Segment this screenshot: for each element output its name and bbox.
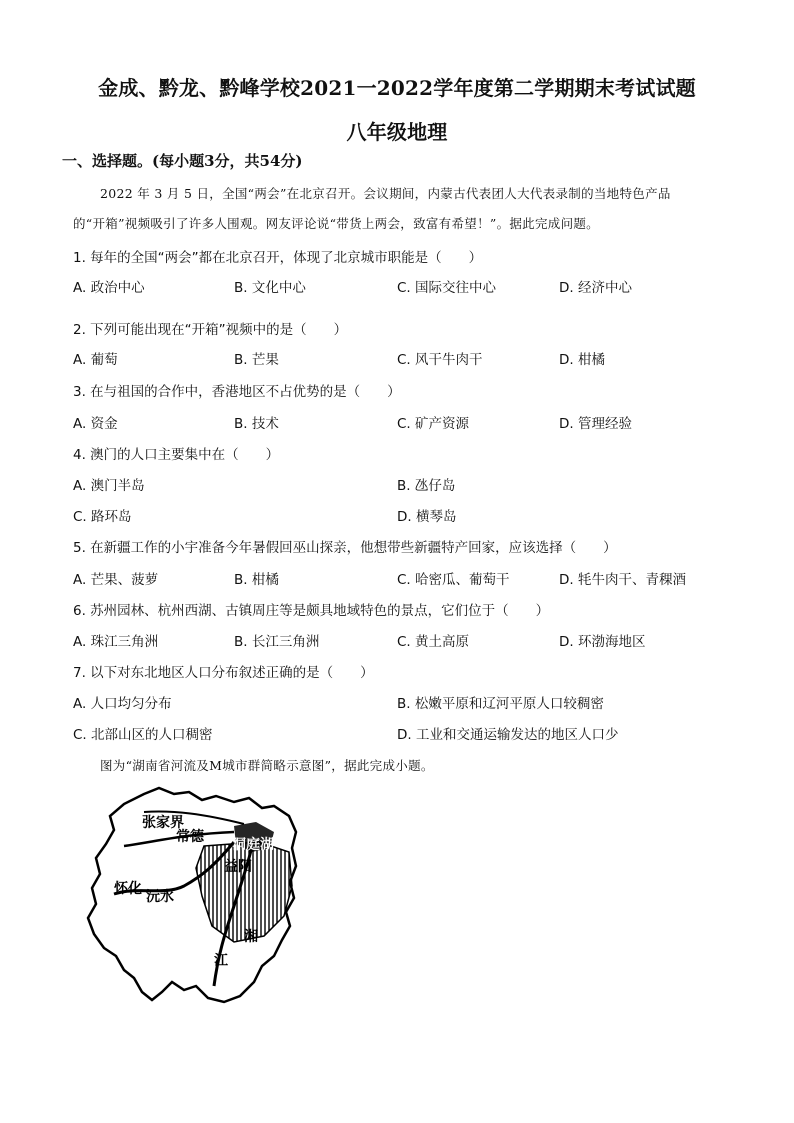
material-paragraph-line2: 的“开箱”视频吸引了许多人围观。网友评论说“带货上两会，致富有希望！”。据此完成问题。	[73, 216, 599, 231]
question-7-option-d: D. 工业和交通运输发达的地区人口少	[397, 727, 619, 743]
question-7-option-a: A. 人口均匀分布	[73, 696, 172, 712]
question-6-stem: 6. 苏州园林、杭州西湖、古镇周庄等是颇具地域特色的景点，它们位于（ ）	[73, 603, 550, 619]
question-4-option-a: A. 澳门半岛	[73, 478, 145, 494]
material-paragraph-line1: 2022 年 3 月 5 日，全国“两会”在北京召开。会议期间，内蒙古代表团人大代表录制的当地特色产品	[100, 186, 671, 201]
question-1-option-a: A. 政治中心	[73, 280, 145, 296]
question-3-stem: 3. 在与祖国的合作中，香港地区不占优势的是（ ）	[73, 384, 401, 400]
exam-title: 金成、黔龙、黔峰学校2021一2022学年度第二学期期末考试试题	[98, 76, 696, 100]
map-label-yuanshui: 沅水	[146, 889, 174, 905]
question-2-option-b: B. 芒果	[234, 352, 279, 368]
question-7-stem: 7. 以下对东北地区人口分布叙述正确的是（ ）	[73, 665, 374, 681]
question-3-option-a: A. 资金	[73, 416, 118, 432]
map-label-huaihua: 怀化	[114, 881, 142, 897]
map-label-dongting: 洞庭湖	[232, 837, 274, 853]
map-label-xiang: 湘	[244, 929, 258, 945]
map-label-zhangjiajie: 张家界	[142, 815, 184, 831]
question-6-option-b: B. 长江三角洲	[234, 634, 320, 650]
map-label-changde: 常德	[176, 829, 204, 845]
question-6-option-a: A. 珠江三角洲	[73, 634, 159, 650]
question-6-option-d: D. 环渤海地区	[559, 634, 646, 650]
question-7-option-c: C. 北部山区的人口稠密	[73, 727, 213, 743]
map-label-jiang: 江	[214, 953, 228, 969]
question-1-option-c: C. 国际交往中心	[397, 280, 497, 296]
question-7-option-b: B. 松嫩平原和辽河平原人口较稠密	[397, 696, 604, 712]
question-5-option-a: A. 芒果、菠萝	[73, 572, 159, 588]
question-5-option-b: B. 柑橘	[234, 572, 279, 588]
question-3-option-d: D. 管理经验	[559, 416, 632, 432]
question-1-stem: 1. 每年的全国“两会”都在北京召开，体现了北京城市职能是（ ）	[73, 250, 483, 266]
question-2-option-c: C. 风干牛肉干	[397, 352, 483, 368]
section-heading: 一、选择题。(每小题3分，共54分)	[62, 152, 303, 170]
question-3-option-b: B. 技术	[234, 416, 279, 432]
question-2-option-d: D. 柑橘	[559, 352, 605, 368]
question-2-stem: 2. 下列可能出现在“开箱”视频中的是（ ）	[73, 322, 348, 338]
question-4-stem: 4. 澳门的人口主要集中在（ ）	[73, 447, 280, 463]
hunan-map-figure	[84, 786, 304, 1006]
question-2-option-a: A. 葡萄	[73, 352, 118, 368]
map-caption: 图为“湖南省河流及M城市群简略示意图”，据此完成小题。	[100, 758, 434, 773]
question-4-option-c: C. 路环岛	[73, 509, 132, 525]
question-6-option-c: C. 黄土高原	[397, 634, 470, 650]
question-5-stem: 5. 在新疆工作的小宇准备今年暑假回巫山探亲，他想带些新疆特产回家，应该选择（ ）	[73, 540, 617, 556]
question-1-option-b: B. 文化中心	[234, 280, 306, 296]
question-5-option-c: C. 哈密瓜、葡萄干	[397, 572, 510, 588]
question-4-option-d: D. 横琴岛	[397, 509, 457, 525]
map-label-yiyang: 益阳	[224, 859, 252, 875]
question-3-option-c: C. 矿产资源	[397, 416, 470, 432]
exam-subtitle: 八年级地理	[346, 120, 448, 144]
question-4-option-b: B. 氹仔岛	[397, 478, 456, 494]
question-5-option-d: D. 牦牛肉干、青稞酒	[559, 572, 686, 588]
question-1-option-d: D. 经济中心	[559, 280, 632, 296]
